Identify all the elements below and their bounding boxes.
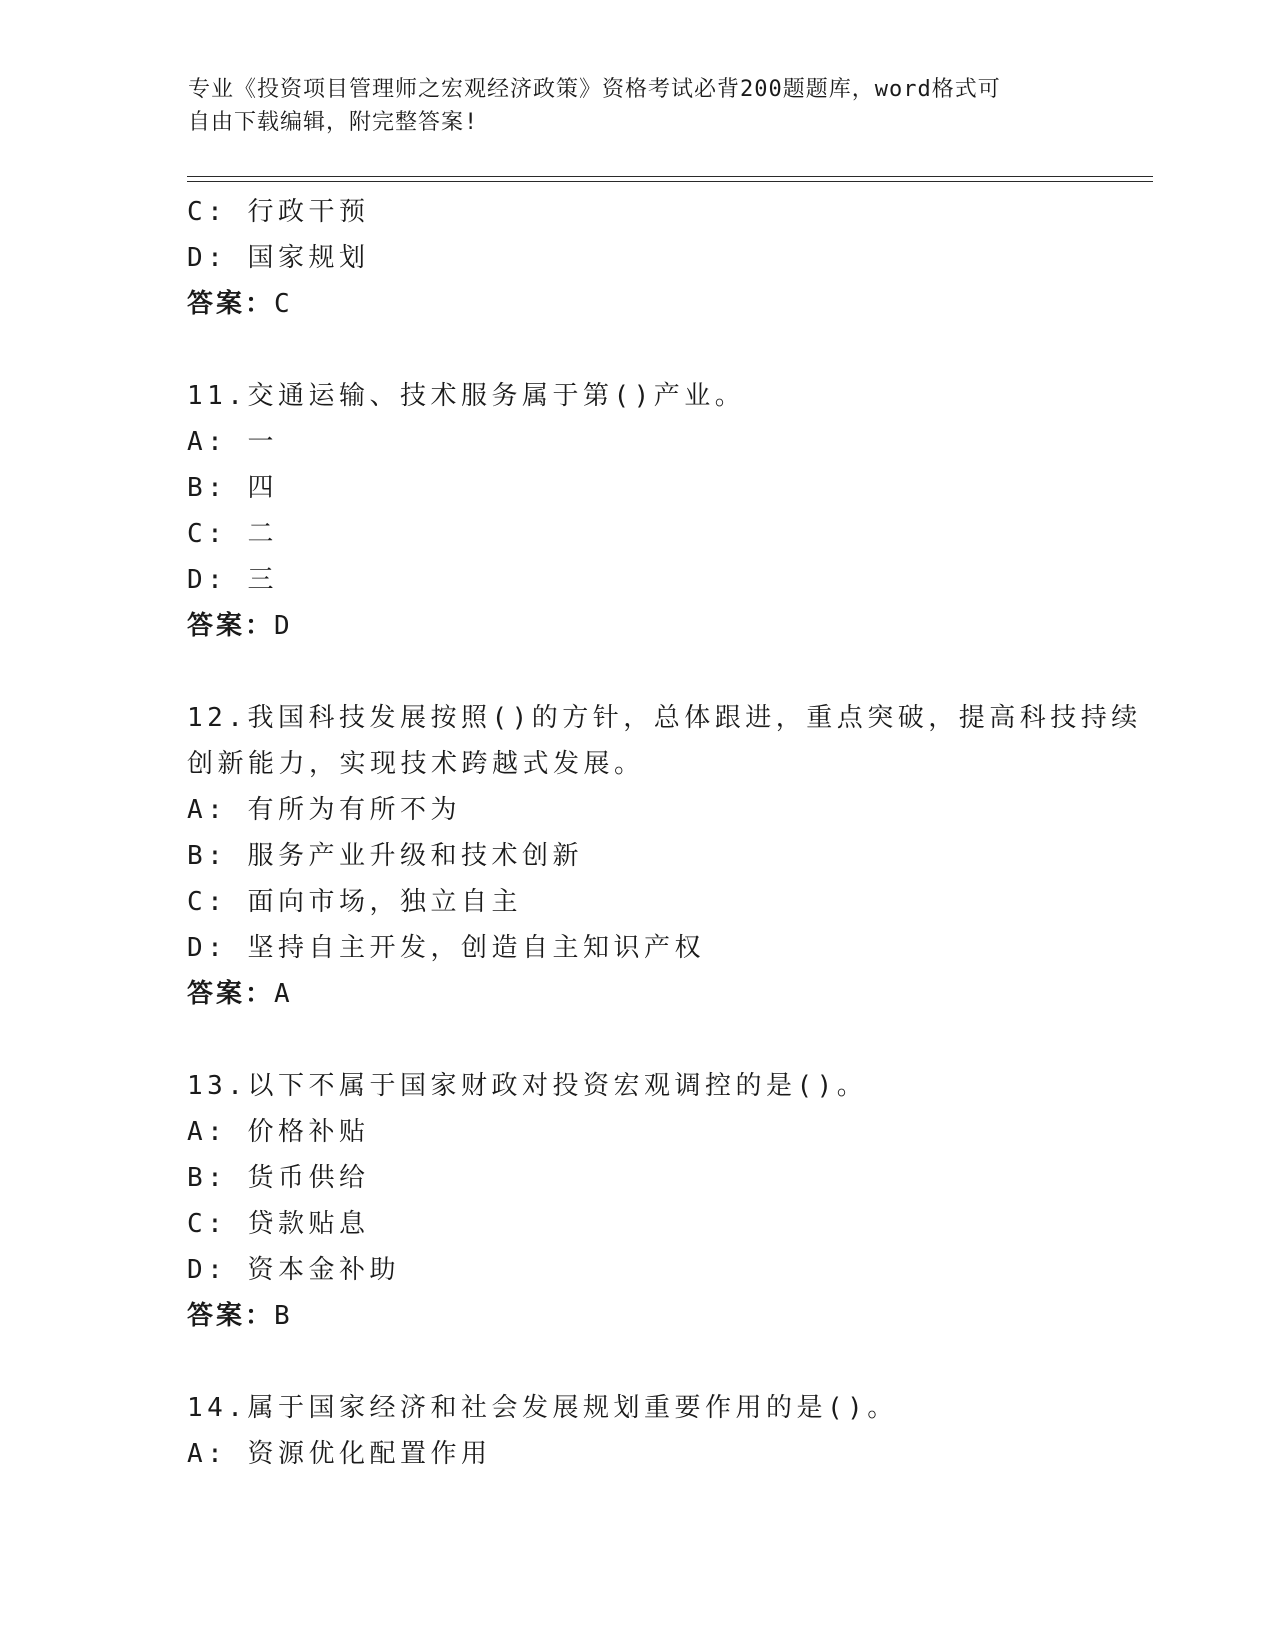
header-line-2: 自由下载编辑，附完整答案! [188,110,479,135]
question-list [187,189,1142,1477]
option-a: A: 一 [187,427,278,457]
option-a: A: 价格补贴 [187,1117,370,1147]
answer-label: 答案： [187,1301,275,1331]
question-13 [187,1063,1087,1339]
option-b: B: 四 [187,473,278,503]
answer-label: 答案： [187,289,275,319]
answer-line [187,281,1087,327]
question-stem: 11.交通运输、技术服务属于第()产业。 [187,381,746,411]
option-d: D: 三 [187,565,278,595]
answer-line [187,603,1087,649]
option-b: B: 服务产业升级和技术创新 [187,841,583,871]
question-stem-continued: 创新能力，实现技术跨越式发展。 [187,749,645,779]
option-c: C: 面向市场，独立自主 [187,887,522,917]
option-a: A: 资源优化配置作用 [187,1439,492,1469]
answer-line [187,971,1087,1017]
header-line-1: 专业《投资项目管理师之宏观经济政策》资格考试必背200题题库，word格式可 [188,77,1001,102]
answer-label: 答案： [187,611,275,641]
answer-value: C [274,289,292,319]
question-stem: 12.我国科技发展按照()的方针，总体跟进，重点突破，提高科技持续 [187,703,1142,733]
answer-value: A [274,979,292,1009]
answer-value: B [274,1301,292,1331]
question-12 [187,695,1142,1017]
option-d: D: 资本金补助 [187,1255,400,1285]
option-a: A: 有所为有所不为 [187,795,461,825]
header-rule-top [187,176,1153,177]
option-c: C: 二 [187,519,278,549]
question-stem: 14.属于国家经济和社会发展规划重要作用的是()。 [187,1393,898,1423]
answer-label: 答案： [187,979,275,1009]
option-d: D: 坚持自主开发，创造自主知识产权 [187,933,705,963]
option-c: C: 贷款贴息 [187,1209,370,1239]
question-11 [187,373,1087,649]
answer-line [187,1293,1087,1339]
document-header [188,73,1088,139]
header-rule-bottom [187,181,1153,182]
question-14 [187,1385,1087,1477]
answer-value: D [274,611,292,641]
option-d: D: 国家规划 [187,243,370,273]
option-c: C: 行政干预 [187,197,370,227]
option-b: B: 货币供给 [187,1163,370,1193]
continued-question [187,189,1087,327]
question-stem: 13.以下不属于国家财政对投资宏观调控的是()。 [187,1071,868,1101]
